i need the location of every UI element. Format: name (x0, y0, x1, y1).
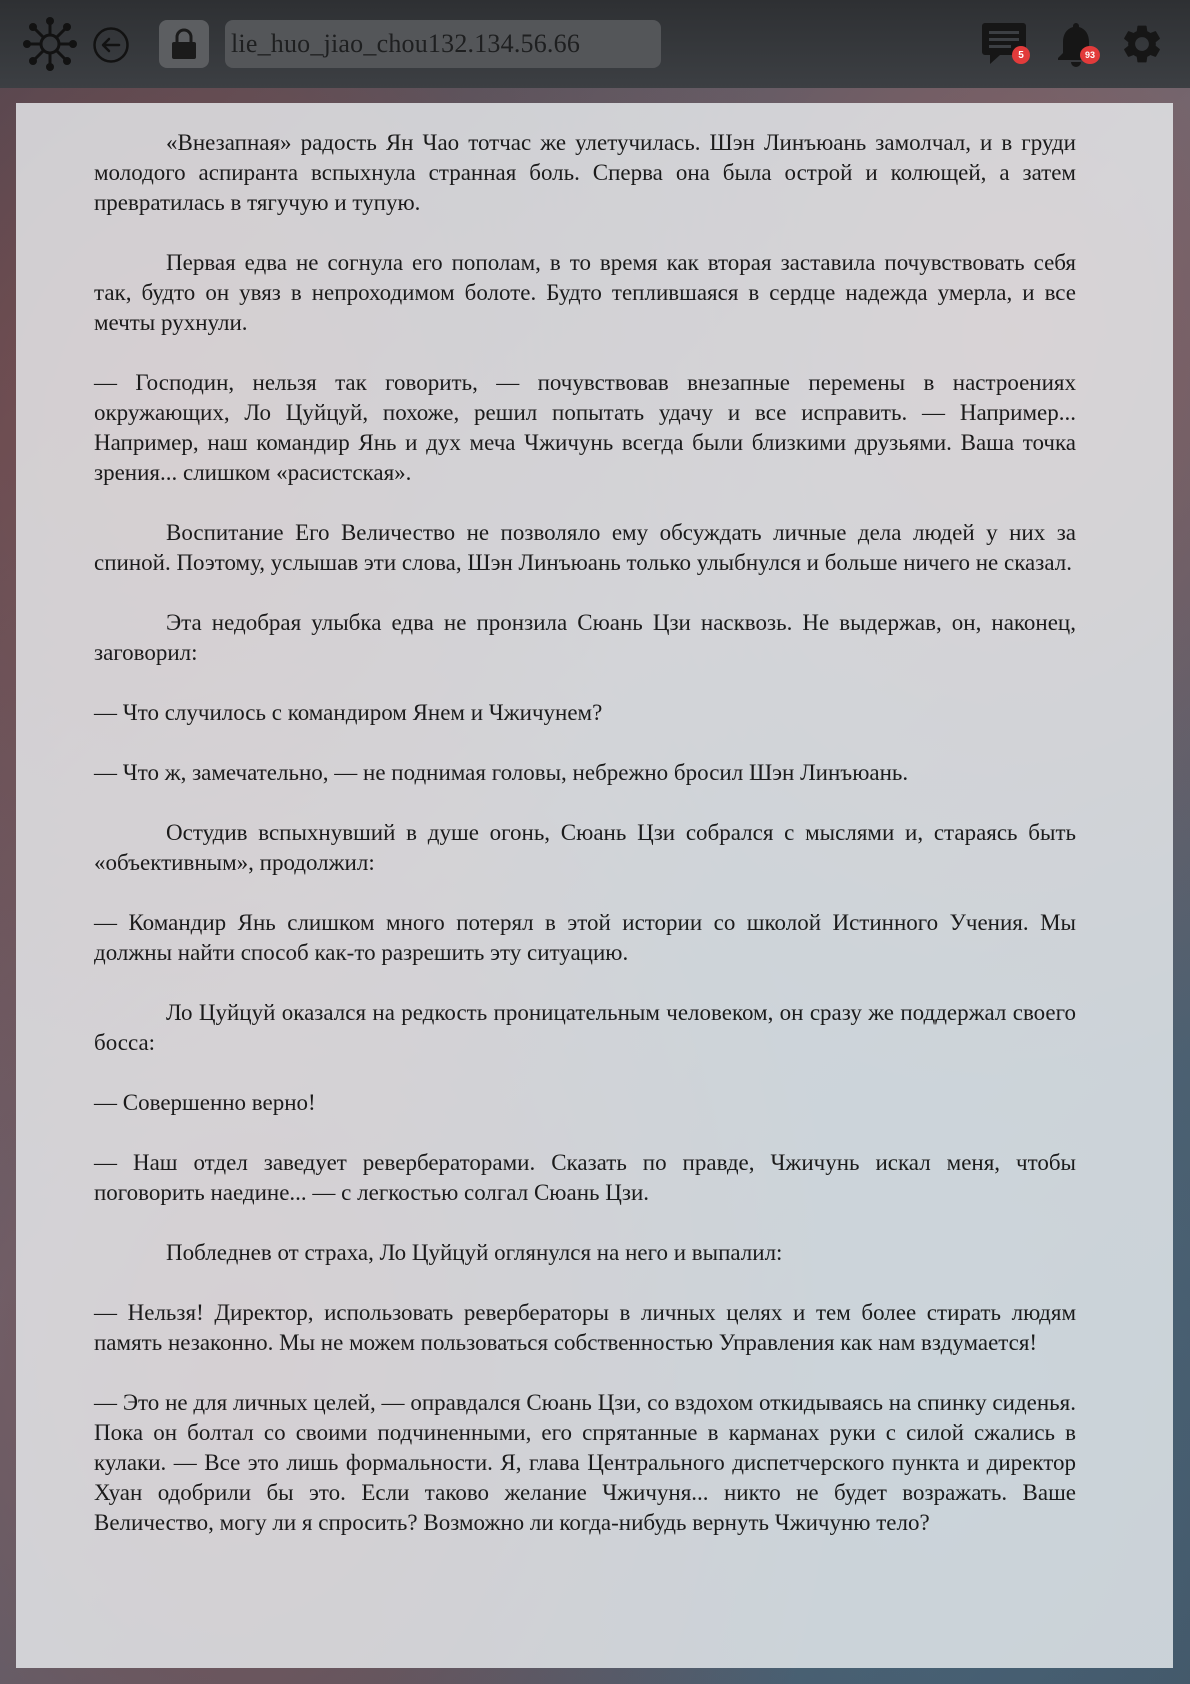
article-text (94, 128, 1076, 1568)
top-bar (0, 0, 1190, 88)
article-paragraph: Ло Цуйцуй оказался на редкость проницательным человеком, он сразу же поддержал своего босса: (94, 1000, 1076, 1055)
article-paragraph: Побледнев от страха, Ло Цуйцуй оглянулся на него и выпалил: (166, 1240, 783, 1265)
network-hub-icon[interactable] (22, 16, 78, 72)
article-paragraph: «Внезапная» радость Ян Чао тотчас же улетучилась. Шэн Линъюань замолчал, и в груди молодого аспиранта вспыхнула странная боль. Сперва она была острой и колющей, а затем превратилась в тягучую и тупую. (94, 130, 1076, 215)
article-paragraph: — Командир Янь слишком много потерял в этой истории со школой Истинного Учения. Мы должны найти способ как-то разрешить эту ситуацию. (94, 910, 1076, 965)
url-field[interactable] (225, 20, 661, 68)
gear-icon[interactable] (1118, 20, 1166, 68)
article-paragraph: — Что случилось с командиром Янем и Чжичунем? (94, 700, 603, 725)
article-paragraph: — Господин, нельзя так говорить, — почувствовав внезапные перемены в настроениях окружающих, Ло Цуйцуй, похоже, решил попытать удачу и все исправить. — Например... Например, наш командир Янь и дух меча Чжичунь всегда были близкими друзьями. Ваша точка зрения... слишком «расистская». (94, 370, 1076, 485)
article-paragraph: Воспитание Его Величество не позволяло ему обсуждать личные дела людей у них за спиной. Поэтому, услышав эти слова, Шэн Линъюань только улыбнулся и больше ничего не сказал. (94, 520, 1076, 575)
lock-icon[interactable] (159, 20, 209, 68)
back-arrow-circle-icon[interactable] (92, 26, 130, 64)
article-paragraph: — Нельзя! Директор, использовать ревербераторы в личных целях и тем более стирать людям память незаконно. Мы не можем пользоваться собственностью Управления как нам вздумается! (94, 1300, 1076, 1355)
article-paragraph: Остудив вспыхнувший в душе огонь, Сюань Цзи собрался с мыслями и, стараясь быть «объективным», продолжил: (94, 820, 1076, 875)
article-paragraph: — Совершенно верно! (94, 1090, 316, 1115)
article-paragraph: — Это не для личных целей, — оправдался Сюань Цзи, со вздохом откидываясь на спинку сиденья. Пока он болтал со своими подчиненными, его спрятанные в карманах руки с силой сжались в кулаки. — Все это лишь формальности. Я, глава Центрального диспетчерского пункта и директор Хуан одобрили бы это. Если таково желание Чжичуня... никто не будет возражать. Ваше Величество, могу ли я спросить? Возможно ли когда-нибудь вернуть Чжичуню тело? (94, 1390, 1076, 1535)
article-paragraph: Первая едва не согнула его пополам, в то время как вторая заставила почувствовать себя так, будто он увяз в непроходимом болоте. Будто теплившаяся в сердце надежда умерла, и все мечты рухнули. (94, 250, 1076, 335)
article-paragraph: — Наш отдел заведует ревербераторами. Сказать по правде, Чжичунь искал меня, чтобы поговорить наедине... — с легкостью солгал Сюань Цзи. (94, 1150, 1076, 1205)
url-text: lie_huo_jiao_chou132.134.56.66 (231, 29, 581, 58)
article-paragraph: — Что ж, замечательно, — не поднимая головы, небрежно бросил Шэн Линъюань. (94, 760, 909, 785)
article-paragraph: Эта недобрая улыбка едва не пронзила Сюань Цзи насквозь. Не выдержав, он, наконец, заговорил: (94, 610, 1076, 665)
chat-unread-badge: 5 (1012, 46, 1030, 64)
notifications-badge: 93 (1080, 46, 1100, 64)
